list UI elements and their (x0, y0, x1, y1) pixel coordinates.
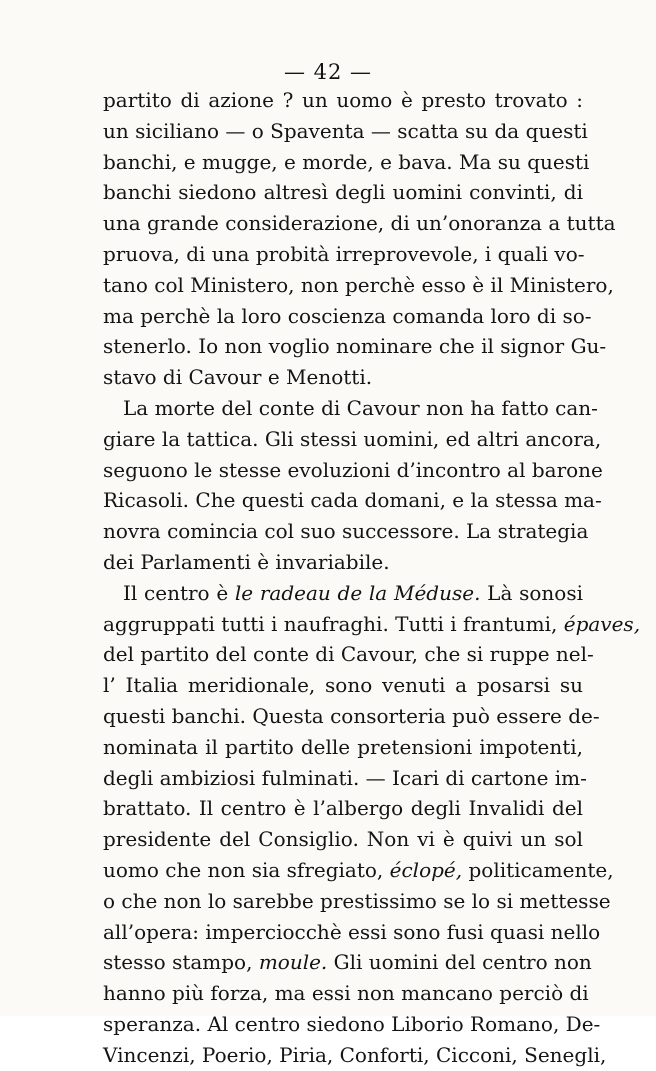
text-line (103, 301, 592, 332)
text-segment: ma perchè la loro coscienza comanda loro di so- (103, 303, 592, 328)
italic-phrase: épaves, (563, 611, 641, 636)
text-line (103, 763, 587, 794)
text-line (103, 516, 589, 547)
text-segment: partito di azione ? un uomo è presto trovato : (103, 88, 583, 112)
text-segment: stavo di Cavour e Menotti. (103, 365, 373, 390)
text-line (103, 362, 583, 393)
text-line (103, 1009, 601, 1040)
text-segment: Vincenzi, Poerio, Piria, Conforti, Cicconi, Senegli, (103, 1042, 607, 1067)
text-line (103, 670, 583, 701)
text-segment: nominata il partito delle pretensioni impotenti, (103, 734, 583, 759)
text-line (103, 639, 594, 670)
text-segment: hanno più forza, ma essi non mancano perciò di (103, 981, 589, 1006)
text-line (103, 978, 589, 1009)
text-segment: aggruppati tutti i naufraghi. Tutti i frantumi, (103, 611, 564, 636)
text-segment: tano col Ministero, non perchè esso è il Ministero, (103, 272, 614, 297)
text-line (103, 331, 607, 362)
italic-phrase: éclopé, (389, 857, 463, 882)
text-segment: all’opera: imperciocchè essi sono fusi quasi nello (103, 919, 601, 944)
text-line (103, 208, 616, 239)
body-text (103, 85, 641, 1071)
text-segment: pruova, di una probità irreprovevole, i quali vo- (103, 241, 585, 266)
text-segment: brattato. Il centro è l’albergo degli Invalidi del (103, 796, 583, 821)
text-line (103, 947, 592, 978)
text-segment: un siciliano — o Spaventa — scatta su da questi (103, 118, 588, 143)
text-line (103, 578, 583, 609)
text-line (103, 1040, 607, 1071)
text-line (103, 239, 583, 270)
text-segment: banchi siedono altresì degli uomini convinti, di (103, 180, 583, 205)
text-line (103, 547, 583, 578)
text-segment: giare la tattica. Gli stessi uomini, ed altri ancora, (103, 426, 602, 451)
text-line (103, 270, 614, 301)
text-line (103, 793, 583, 824)
text-line (103, 917, 601, 948)
text-line (103, 701, 600, 732)
text-line (103, 886, 611, 917)
paragraph (103, 578, 641, 1071)
text-line (103, 824, 583, 855)
text-line (103, 855, 614, 886)
text-segment: stesso stampo, (103, 950, 259, 975)
text-line (103, 455, 603, 486)
text-segment: Ricasoli. Che questi cada domani, e la stessa ma- (103, 488, 602, 513)
paragraph (103, 85, 616, 393)
text-segment: uomo che non sia sfregiato, (103, 857, 390, 882)
text-segment: banchi, e mugge, e morde, e bava. Ma su questi (103, 149, 590, 174)
italic-phrase: moule. (258, 950, 328, 975)
text-segment: Là sonosi (480, 580, 584, 605)
text-line (103, 393, 598, 424)
text-segment: o che non lo sarebbe prestissimo se lo si mettesse (103, 888, 611, 913)
text-segment: La morte del conte di Cavour non ha fatto can- (123, 395, 598, 420)
text-line (103, 485, 602, 516)
text-segment: l’ Italia meridionale, sono venuti a posarsi su (103, 673, 583, 698)
text-segment: una grande considerazione, di un’onoranza a tutta (103, 211, 616, 236)
text-line (103, 116, 588, 147)
text-line (103, 177, 583, 208)
text-segment: degli ambiziosi fulminati. — Icari di cartone im- (103, 765, 587, 790)
text-line (103, 609, 641, 640)
paragraph (103, 393, 603, 578)
text-line (103, 424, 602, 455)
text-segment: speranza. Al centro siedono Liborio Romano, De- (103, 1011, 601, 1036)
text-segment: del partito del conte di Cavour, che si ruppe nel- (103, 642, 594, 667)
text-segment: Gli uomini del centro non (327, 950, 592, 975)
text-segment: dei Parlamenti è invariabile. (103, 549, 390, 574)
text-line (103, 147, 590, 178)
text-segment: stenerlo. Io non voglio nominare che il signor Gu- (103, 334, 607, 359)
text-line (103, 85, 583, 116)
text-segment: novra comincia col suo successore. La strategia (103, 519, 589, 544)
page-number: — 42 — (283, 60, 373, 84)
italic-phrase: le radeau de la Méduse. (234, 580, 481, 605)
text-segment: presidente del Consiglio. Non vi è quivi un sol (103, 827, 583, 852)
text-segment: Il centro è (123, 580, 235, 605)
text-segment: politicamente, (462, 857, 614, 882)
text-line (103, 732, 583, 763)
text-segment: questi banchi. Questa consorteria può essere de- (103, 703, 600, 728)
text-segment: seguono le stesse evoluzioni d’incontro al barone (103, 457, 603, 482)
